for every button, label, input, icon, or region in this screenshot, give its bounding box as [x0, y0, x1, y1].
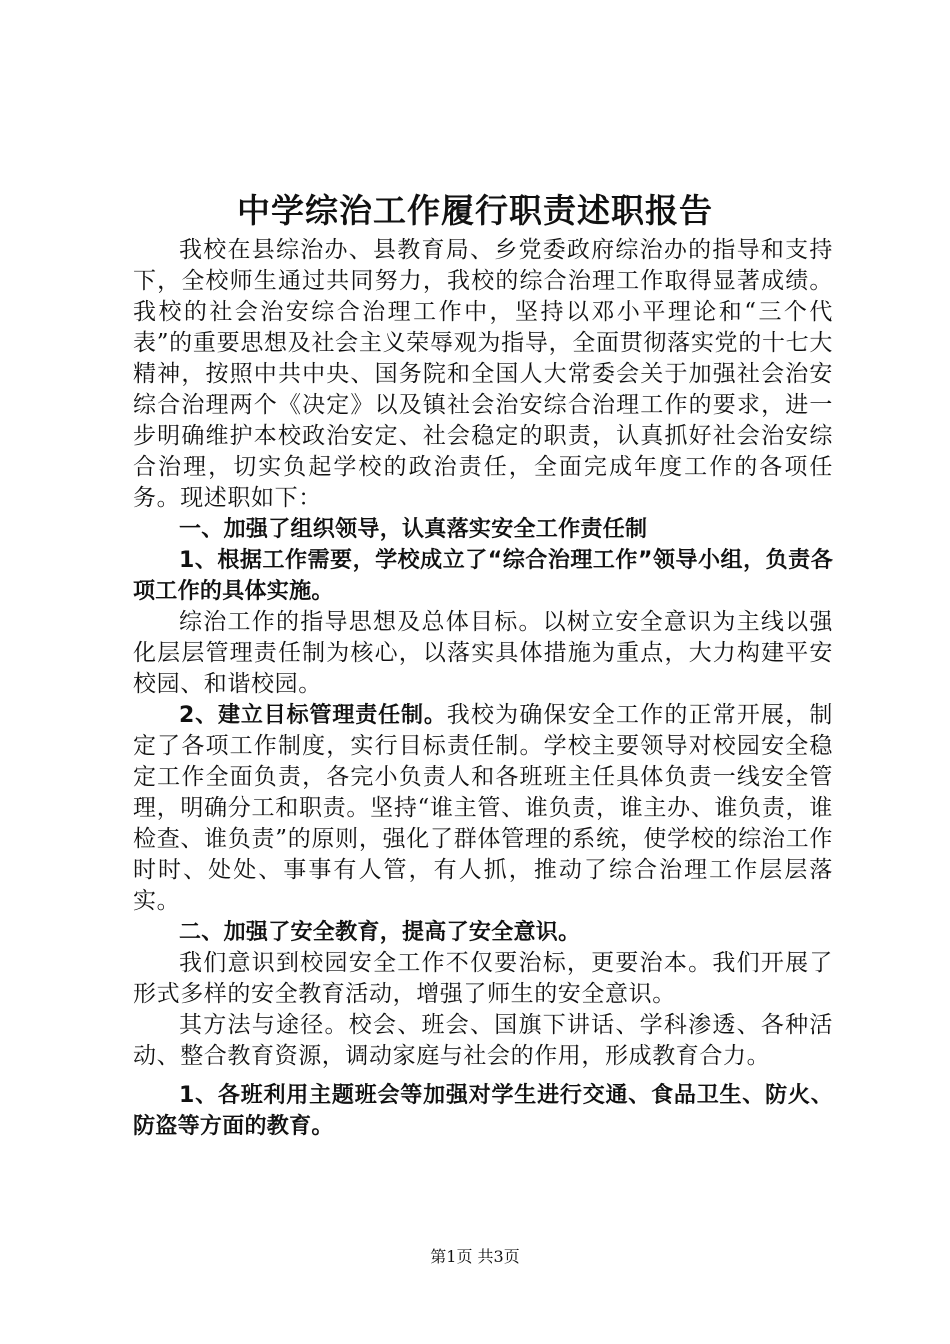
subsection-heading-2-1: 1、各班利用主题班会等加强对学生进行交通、食品卫生、防火、防盗等方面的教育。 [133, 1083, 833, 1139]
responsibility-system-text: 我校为确保安全工作的正常开展，制定了各项工作制度，实行目标责任制。学校主要领导对校园安全稳定工作全面负责，各完小负责人和各班班主任具体负责一线安全管理，明确分工和职责。坚持“谁主管、谁负责，谁主办、谁负责，谁检查、谁负责”的原则，强化了群体管理的系统，使学校的综治工作时时、处处、事事有人管，有人抓，推动了综合治理工作层层落实。 [133, 702, 833, 914]
section-heading-2: 二、加强了安全教育，提高了安全意识。 [179, 920, 581, 945]
section-heading-1: 一、加强了组织领导，认真落实安全工作责任制 [179, 517, 648, 542]
intro-paragraph: 我校在县综治办、县教育局、乡党委政府综治办的指导和支持下，全校师生通过共同努力，我校的综合治理工作取得显著成绩。我校的社会治安综合治理工作中，坚持以邓小平理论和“三个代表”的重要思想及社会主义荣辱观为指导，全面贯彻落实党的十七大精神，按照中共中央、国务院和全国人大常委会关于加强社会治安综合治理两个《决定》以及镇社会治安综合治理工作的要求，进一步明确维护本校政治安定、社会稳定的职责，认真抓好社会治安综合治理，切实负起学校的政治责任，全面完成年度工作的各项任务。现述职如下： [133, 237, 833, 511]
page-footer: 第1页 共3页 [430, 1247, 520, 1266]
safety-awareness-paragraph: 我们意识到校园安全工作不仅要治标，更要治本。我们开展了形式多样的安全教育活动，增强了师生的安全意识。 [133, 950, 833, 1007]
subsection-heading-1-1: 1、根据工作需要，学校成立了“综合治理工作”领导小组，负责各项工作的具体实施。 [133, 548, 833, 604]
document-body [133, 235, 833, 1142]
document-title: 中学综治工作履行职责述职报告 [237, 191, 713, 230]
subsection-heading-1-2: 2、建立目标管理责任制。 [179, 703, 447, 728]
methods-paragraph: 其方法与途径。校会、班会、国旗下讲话、学科渗透、各种活动、整合教育资源，调动家庭与社会的作用，形成教育合力。 [133, 1012, 833, 1069]
guiding-ideology-paragraph: 综治工作的指导思想及总体目标。以树立安全意识为主线以强化层层管理责任制为核心，以落实具体措施为重点，大力构建平安校园、和谐校园。 [133, 609, 833, 697]
responsibility-system-paragraph [133, 700, 833, 917]
